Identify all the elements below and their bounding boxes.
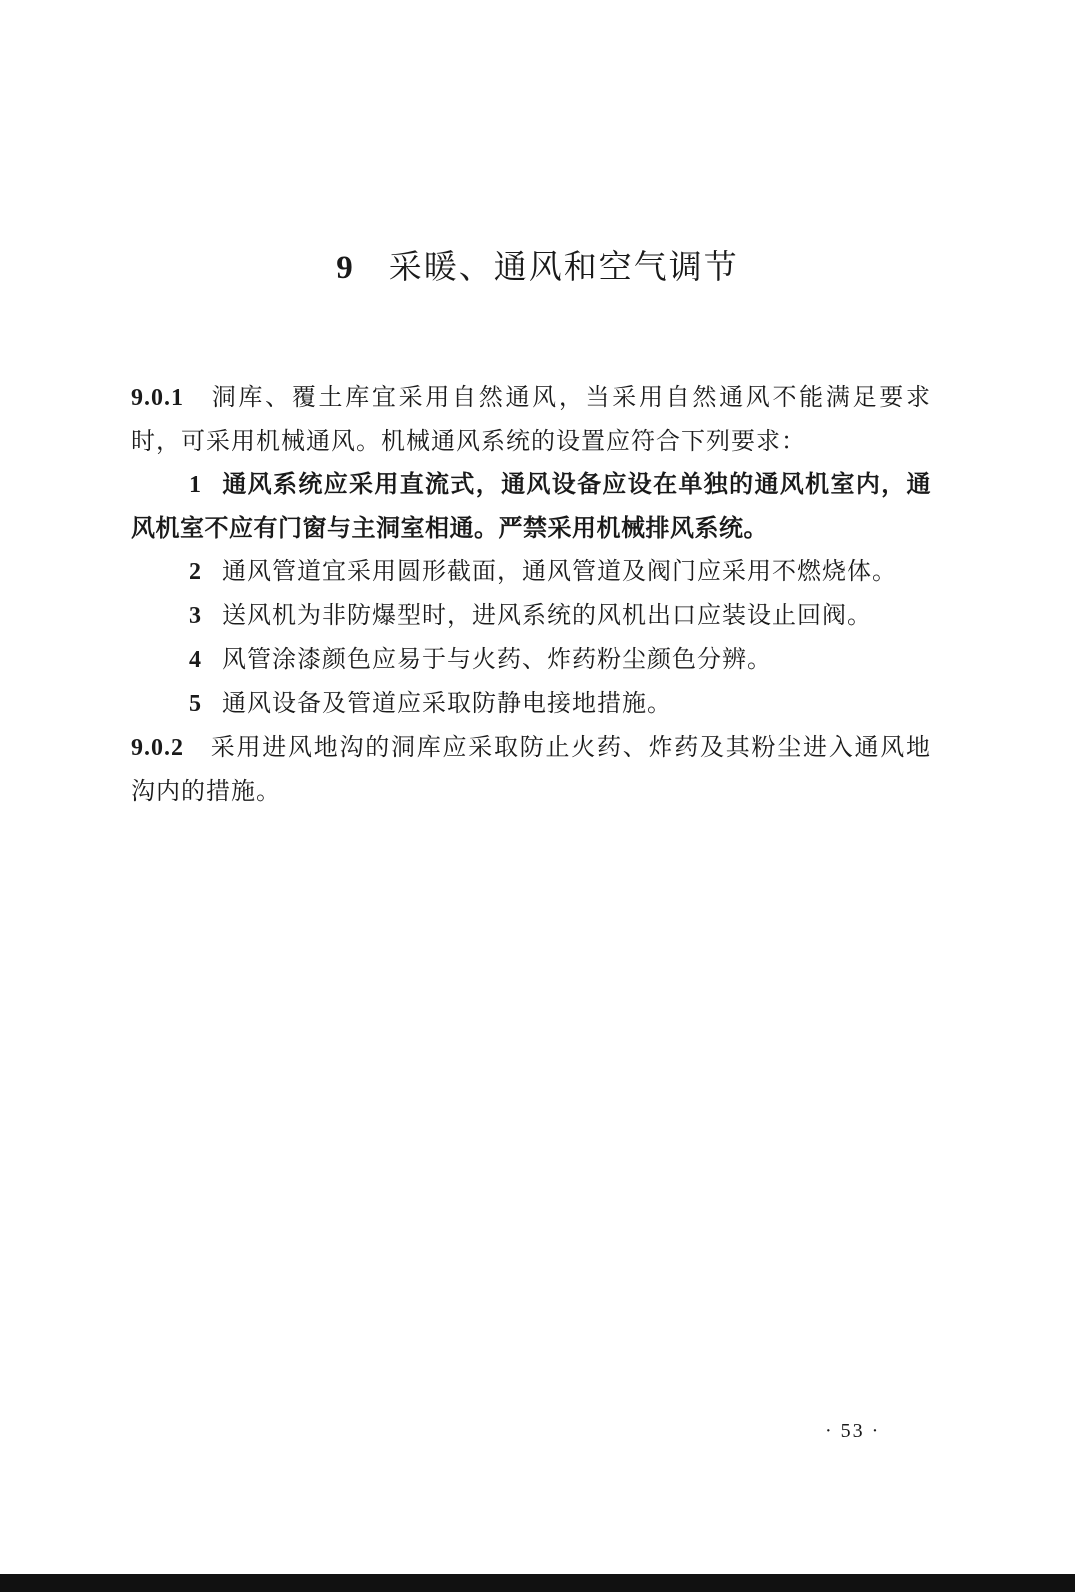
body-text: [131, 376, 931, 813]
item-number: 1: [189, 472, 202, 498]
item-text: 风管涂漆颜色应易于与火药、炸药粉尘颜色分辨。: [222, 645, 772, 673]
chapter-title-text: 采暖、通风和空气调节: [388, 247, 739, 286]
clause-text: 洞库、覆土库宜采用自然通风，当采用自然通风不能满足要求时，可采用机械通风。机械通风系统的设置应符合下列要求：: [131, 383, 931, 455]
page-number: · 53 ·: [825, 1420, 881, 1442]
clause-9-0-1-item-3: [131, 594, 931, 638]
item-number: 5: [189, 691, 202, 717]
item-text: 通风设备及管道应采取防静电接地措施。: [222, 689, 672, 717]
clause-9-0-1-item-5: [131, 682, 931, 726]
chapter-title: [0, 245, 1075, 290]
clause-9-0-1: [131, 376, 931, 463]
clause-9-0-1-item-2: [131, 550, 931, 594]
item-text: 送风机为非防爆型时，进风系统的风机出口应装设止回阀。: [222, 601, 872, 629]
item-number: 2: [189, 559, 202, 585]
item-number: 3: [189, 603, 202, 629]
clause-number: 9.0.1: [131, 385, 184, 411]
clause-9-0-2: [131, 726, 931, 813]
clause-number: 9.0.2: [131, 735, 184, 761]
chapter-number: 9: [336, 250, 355, 286]
clause-9-0-1-item-1: [131, 463, 931, 550]
item-number: 4: [189, 647, 202, 673]
item-text: 通风管道宜采用圆形截面，通风管道及阀门应采用不燃烧体。: [222, 557, 897, 585]
clause-9-0-1-item-4: [131, 638, 931, 682]
item-text: 通风系统应采用直流式，通风设备应设在单独的通风机室内，通风机室不应有门窗与主洞室相通。严禁采用机械排风系统。: [131, 470, 931, 542]
scan-edge-bar: [0, 1574, 1075, 1592]
clause-text: 采用进风地沟的洞库应采取防止火药、炸药及其粉尘进入通风地沟内的措施。: [131, 733, 931, 805]
